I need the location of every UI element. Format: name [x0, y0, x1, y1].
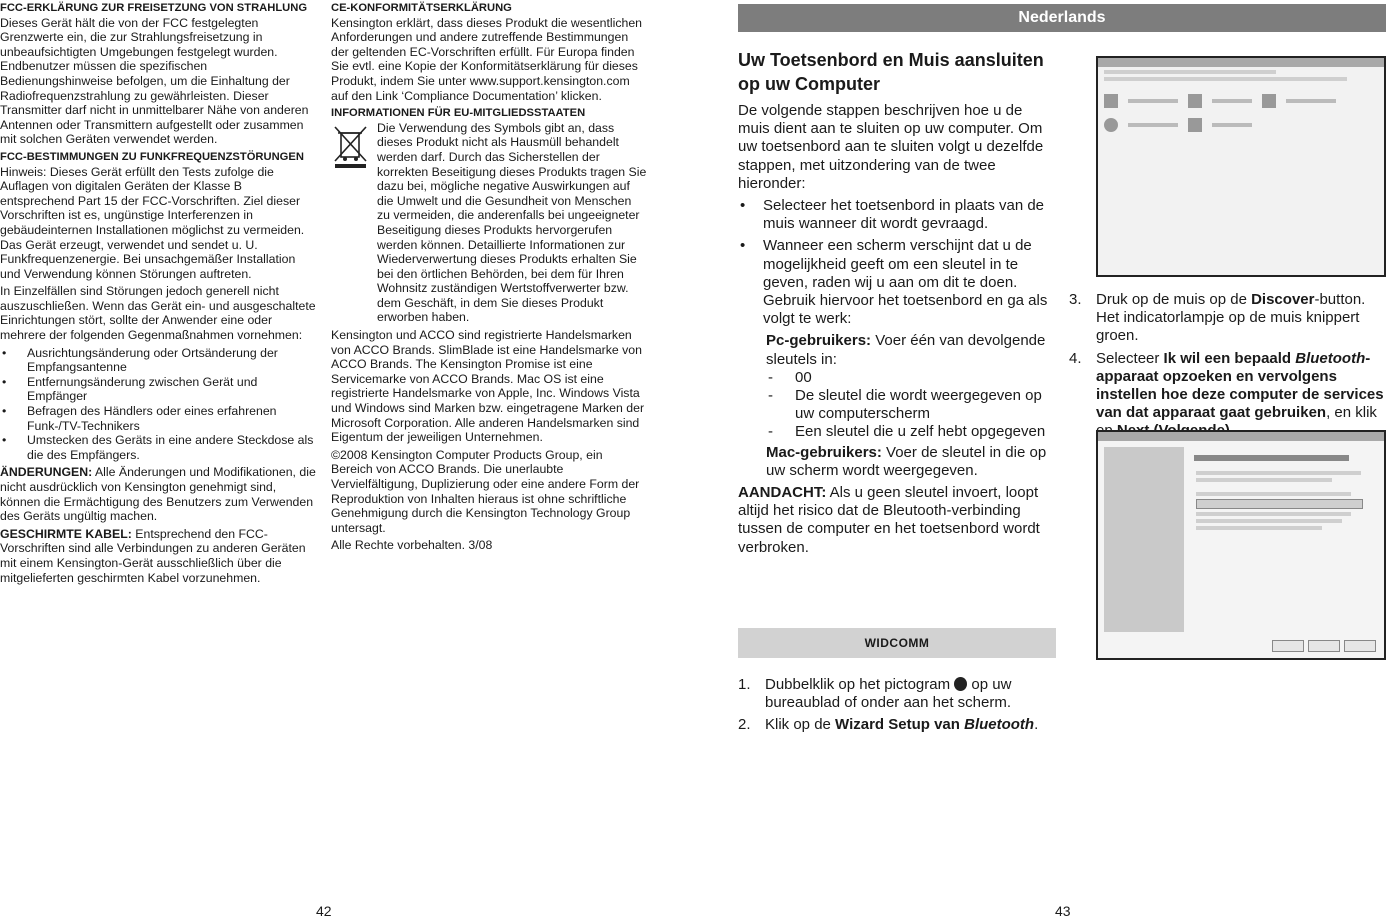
device-icon: [1104, 94, 1118, 108]
exceptions-list: [738, 197, 1058, 328]
step-number: 1.: [738, 676, 751, 693]
menu-bar: [1104, 70, 1276, 74]
step-bold: Ik wil een bepaald: [1163, 349, 1296, 367]
rights-text: Alle Rechte vorbehalten. 3/08: [331, 538, 493, 553]
step-bold: -apparaat opzoeken en vervolgens instellen hoe deze computer de services van dat apparaat gaat gebruiken: [1096, 349, 1384, 422]
pc-users-paragraph: [766, 332, 1058, 368]
step-1: [738, 676, 1058, 712]
nl-main-column: [738, 48, 1058, 561]
changes-text: Alle Änderungen und Modifikationen, die nicht ausdrücklich von Kensington genehmigt sind, können die Ermächtigung des Benutzers zum Verwenden des Geräts ungültig machen.: [0, 465, 316, 524]
cancel-button: [1344, 640, 1376, 652]
de-column-right: [331, 1, 647, 556]
device-icon: [1262, 94, 1276, 108]
list-item: - De sleutel die wordt weergegeven op uw computerscherm: [766, 387, 1058, 423]
step-italic: Bluetooth: [1295, 349, 1366, 367]
step-number: 3.: [1069, 291, 1082, 308]
mac-users-label: Mac-gebruikers:: [766, 443, 882, 461]
note-label: AANDACHT:: [738, 484, 827, 502]
bluetooth-places-screenshot: [1096, 56, 1386, 277]
shielded-text: Entsprechend den FCC-Vorschriften sind alle Verbindungen zu anderen Geräten mit einem Kensington-Gerät ausschließlich über die mitgelieferten geschirmten Kabel vorzunehmen.: [0, 526, 306, 585]
step-bold: Wizard Setup van: [835, 716, 965, 734]
language-banner: Nederlands: [738, 4, 1386, 32]
step-4: [1069, 350, 1385, 441]
ce-text: Kensington erklärt, dass dieses Produkt die wesentlichen Anforderungen und andere zutreffende Bestimmungen der geltenden EC-Vorschriften erfüllt. Für Europa finden Sie evtl. eine Kopie der Konformitätserklärung für dieses Produkt, indem Sie unter www.support.kensington.com auf den Link ‘Compliance Documentation’ klicken.: [331, 15, 643, 103]
freq-text: Hinweis: Dieses Gerät erfüllt den Tests zufolge die Auflagen von digitalen Geräten der Klasse B entsprechend Part 15 der FCC-Vorschriften. Ziel dieser Vorschriften ist es, ungünstige Interferenzen in gebäudeinternen Installationen möglichst zu vermeiden. Das Gerät erzeugt, verwendet und sendet u. U. Funkfrequenzenergie. Bei unsachgemäßer Installation und Verwendung können Störungen auftreten.: [0, 164, 305, 281]
fcc-heading: FCC-ERKLÄRUNG ZUR FREISETZUNG VON STRAHLUNG: [0, 2, 308, 14]
setup-wizard-screenshot: [1096, 430, 1386, 660]
text-line: [1196, 478, 1332, 482]
step-2: [738, 716, 1058, 734]
toolbar: [1104, 77, 1347, 81]
changes-paragraph: [0, 465, 317, 523]
wizard-body: [1098, 441, 1384, 638]
shielded-label: GESCHIRMTE KABEL:: [0, 526, 132, 541]
weee-crossed-bin-icon: [331, 125, 371, 169]
text-line: [1196, 471, 1361, 475]
intro-text: De volgende stappen beschrijven hoe u de muis dient aan te sluiten op uw computer. Om uw toetsenbord aan te sluiten volgt u dezelfde stappen, met uitzondering van de twee hieronder:: [738, 102, 1044, 192]
device-icon: [1188, 118, 1202, 132]
mac-users-text: Voer de sleutel in die op uw scherm wordt weergegeven.: [766, 443, 1047, 479]
device-label: [1286, 99, 1336, 103]
pc-users-label: Pc-gebruikers:: [766, 332, 872, 350]
steps-right: [1069, 291, 1385, 445]
de-column-left: [0, 1, 317, 588]
wizard-buttons: [1272, 640, 1376, 652]
option-selected: [1196, 499, 1363, 509]
device-label: [1128, 123, 1178, 127]
step-text: Dubbelklik op het pictogram: [765, 676, 955, 693]
wizard-content: [1190, 441, 1384, 638]
page-title: Uw Toetsenbord en Muis aansluiten op uw Computer: [738, 50, 1044, 94]
mac-users-paragraph: [766, 444, 1058, 480]
step-text: -button. Het indicatorlampje op de muis knippert groen.: [1096, 291, 1366, 345]
device-icon: [1104, 118, 1118, 132]
list-item: • Ausrichtungsänderung oder Ortsänderung der Empfangsantenne: [0, 346, 317, 375]
eu-info-block: [331, 121, 647, 328]
step-text: .: [1034, 716, 1039, 734]
trademarks-text: Kensington und ACCO sind registrierte Handelsmarken von ACCO Brands. SlimBlade ist eine Handelsmarke von ACCO Brands. The Kensington Promise ist eine Servicemarke von ACCO Brands. Mac OS ist eine registrierte Handelsmarke von Apple, Inc. Windows Vista und Windows sind Marken bzw. eingetragene Marken der Microsoft Corporation. Alle anderen Handelsmarken sind Eigentum der jeweiligen Unternehmen.: [331, 328, 645, 445]
step-3: [1069, 291, 1385, 346]
pc-users-text: Voer één van devolgende sleutels in:: [766, 332, 1046, 368]
window-titlebar: [1098, 432, 1384, 441]
device-label: [1212, 99, 1252, 103]
countermeasures-list: [0, 346, 317, 463]
fcc-text: Dieses Gerät hält die von der FCC festgelegten Grenzwerte ein, die zur Strahlungsfreisetzung in unbeaufsichtigten Umgebungen festgelegt wurden. Endbenutzer müssen die spezifischen Bedienungshinweise befolgen, um die Einhaltung der Radiofrequenzstrahlung zu gewährleisten. Dieser Transmitter darf nicht in unmittelbarer Nähe von anderen Antennen oder Transmittern aufgestellt oder zusammen mit solchen Geräten verwendet werden.: [0, 15, 309, 147]
list-item: • Entfernungsänderung zwischen Gerät und Empfänger: [0, 375, 317, 404]
window-titlebar: [1098, 58, 1384, 67]
steps-left: [738, 676, 1058, 739]
list-item: - Een sleutel die u zelf hebt opgegeven: [766, 423, 1058, 441]
list-item: - 00: [766, 369, 1058, 387]
step-number: 4.: [1069, 349, 1082, 367]
bluetooth-icon: [954, 677, 967, 691]
option-line: [1196, 512, 1351, 516]
step-text: Selecteer: [1096, 349, 1164, 367]
next-button: [1308, 640, 1340, 652]
device-icons: [1098, 84, 1384, 118]
shielded-paragraph: [0, 527, 317, 585]
key-instructions: [738, 332, 1058, 480]
option-line: [1196, 526, 1322, 530]
wizard-side-image: [1104, 447, 1184, 632]
note-paragraph: [738, 484, 1058, 557]
list-item: • Umstecken des Geräts in eine andere Steckdose als die des Empfängers.: [0, 433, 317, 462]
device-label: [1128, 99, 1178, 103]
back-button: [1272, 640, 1304, 652]
freq-heading: FCC-BESTIMMUNGEN ZU FUNKFREQUENZSTÖRUNGEN: [0, 150, 304, 163]
eu-heading: INFORMATIONEN FÜR EU-MITGLIEDSSTAATEN: [331, 107, 586, 120]
step-text: op uw bureaublad of onder aan het scherm.: [765, 676, 1012, 712]
step-text: Klik op de: [765, 716, 836, 734]
list-item: • Selecteer het toetsenbord in plaats van de muis wanneer dit wordt gevraagd.: [738, 197, 1058, 233]
wizard-title: [1194, 455, 1349, 461]
step-number: 2.: [738, 716, 751, 734]
step-text: , en klik: [1326, 404, 1377, 422]
ce-heading: CE-KONFORMITÄTSERKLÄRUNG: [331, 2, 512, 14]
option-line: [1196, 519, 1342, 523]
note-text: Als u geen sleutel invoert, loopt altijd het risico dat de Bleutooth-verbinding tussen de computer en het toetsenbord wordt verbroken.: [738, 484, 1040, 556]
list-item: • Befragen des Händlers oder eines erfahrenen Funk-/TV-Technikers: [0, 404, 317, 433]
widcomm-section-header: WIDCOMM: [738, 628, 1056, 658]
step-italic: Bluetooth: [964, 716, 1035, 734]
list-item: • Wanneer een scherm verschijnt dat u de mogelijkheid geeft om een sleutel in te geven, raden wij u aan om dit te doen. Gebruik hiervoor het toetsenbord en ga als volgt te werk:: [738, 237, 1058, 328]
eu-text: Die Verwendung des Symbols gibt an, dass dieses Produkt nicht als Hausmüll behandelt werden darf. Durch das Sicherstellen der korrekten Beseitigung dieses Produkts tragen Sie dazu bei, mögliche negative Auswirkungen auf die Umwelt und die Gesundheit von Menschen zu vermeiden, die anderenfalls bei ungeeigneter Beseitigung dieses Produkts hervorgerufen werden können. Detaillierte Informationen zur Wiederverwertung dieses Produkts erhalten Sie bei den örtlichen Behörden, bei dem für Ihren Wohnsitz zuständigen Wertstoffverwerter bzw. dem Geschäft, in dem Sie dieses Produkt erworben haben.: [377, 120, 647, 325]
freq-text-2: In Einzelfällen sind Störungen jedoch generell nicht auszuschließen. Wenn das Gerät ein- und ausgeschaltete Einrichtungen stört, sollte der Anwender eine oder mehrere der folgenden Gegenmaßnahmen vornehmen:: [0, 284, 316, 343]
step-text: Druk op de muis op de: [1096, 291, 1252, 308]
option-line: [1196, 492, 1351, 496]
page-number-left: 42: [316, 903, 332, 919]
changes-label: ÄNDERUNGEN:: [0, 465, 93, 480]
page-number-right: 43: [1055, 903, 1071, 919]
device-icons-row-2: [1098, 118, 1384, 132]
device-label: [1212, 123, 1252, 127]
step-bold: Discover: [1251, 291, 1315, 308]
copyright-text: ©2008 Kensington Computer Products Group, ein Bereich von ACCO Brands. Die unerlaubte Vervielfältigung, Duplizierung oder eine andere Form der Reproduktion von Inhalten hieraus ist ohne schriftliche Genehmigung durch die Kensington Technology Group untersagt.: [331, 447, 640, 535]
key-options-list: [766, 369, 1058, 442]
device-icon: [1188, 94, 1202, 108]
